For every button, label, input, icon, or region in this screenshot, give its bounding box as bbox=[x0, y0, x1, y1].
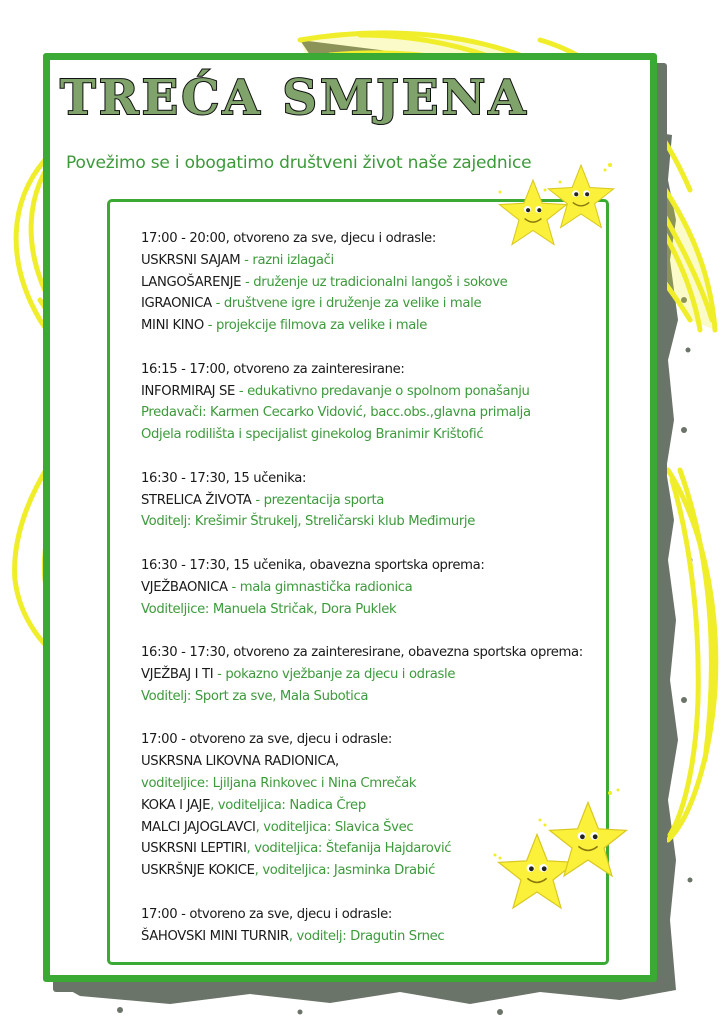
activity-name: INFORMIRAJ SE bbox=[141, 383, 236, 399]
separator: - bbox=[211, 296, 224, 312]
schedule-time: 16:30 - 17:30, 15 učenika: bbox=[141, 470, 307, 486]
activity-name: MALCI JAJOGLAVCI bbox=[141, 819, 256, 835]
schedule-time: 16:30 - 17:30, otvoreno za zainteresirane, obavezna sportska oprema: bbox=[141, 645, 583, 661]
separator: , bbox=[210, 797, 218, 813]
activity-name: ŠAHOVSKI MINI TURNIR bbox=[141, 928, 289, 944]
lecturer-line: Odjela rodilišta i specijalist ginekolog Branimir Krištofić bbox=[141, 427, 484, 443]
separator: , bbox=[246, 841, 255, 857]
schedule-time: 17:00 - 20:00, otvoreno za sve, djecu i odrasle: bbox=[141, 231, 436, 246]
activity-name: MINI KINO bbox=[141, 318, 204, 334]
activity-name: KOKA I JAJE bbox=[141, 797, 211, 813]
leader-line: voditeljice: Ljiljana Rinkovec i Nina Cmrečak bbox=[141, 775, 417, 791]
separator: - bbox=[240, 252, 253, 268]
activity-desc: voditeljica: Nadica Črep bbox=[217, 797, 366, 813]
poster-title: TREĆA SMJENA bbox=[60, 70, 529, 126]
activity-desc: razni izlagači bbox=[252, 252, 334, 268]
separator: - bbox=[251, 492, 264, 508]
activity-name: USKRSNI SAJAM bbox=[141, 252, 241, 268]
activity-name: IGRAONICA bbox=[141, 296, 212, 312]
schedule-time: 17:00 - otvoreno za sve, djecu i odrasle: bbox=[141, 732, 392, 748]
activity-desc: prezentacija sporta bbox=[263, 492, 385, 508]
schedule-time: 17:00 - otvoreno za sve, djecu i odrasle: bbox=[141, 906, 392, 922]
activity-desc: druženje uz tradicionalni langoš i sokove bbox=[253, 274, 508, 290]
activity-name: LANGOŠARENJE bbox=[141, 274, 242, 290]
activity-desc: pokazno vježbanje za djecu i odrasle bbox=[225, 666, 456, 682]
activity-name: VJEŽBAONICA bbox=[141, 579, 228, 595]
activity-name: USKRSNA LIKOVNA RADIONICA, bbox=[141, 754, 339, 770]
leader-line: Voditelj: Krešimir Štrukelj, Streličarski klub Međimurje bbox=[141, 514, 475, 530]
separator: - bbox=[227, 579, 240, 595]
separator: , bbox=[288, 928, 297, 944]
separator: - bbox=[235, 383, 248, 399]
activity-desc: mala gimnastička radionica bbox=[239, 579, 413, 595]
activity-name: USKRŠNJE KOKICE bbox=[141, 863, 255, 879]
activity-name: USKRSNI LEPTIRI bbox=[141, 841, 247, 857]
separator: , bbox=[254, 863, 263, 879]
leader-line: Voditeljice: Manuela Stričak, Dora Puklek bbox=[141, 601, 397, 617]
separator: - bbox=[241, 274, 254, 290]
schedule-time: 16:30 - 17:30, 15 učenika, obavezna sportska oprema: bbox=[141, 557, 485, 573]
separator: , bbox=[255, 819, 264, 835]
activity-desc: voditeljica: Slavica Švec bbox=[263, 819, 414, 835]
separator: - bbox=[213, 666, 226, 682]
activity-desc: projekcije filmova za velike i male bbox=[215, 318, 428, 334]
activity-desc: voditeljica: Štefanija Hajdarović bbox=[254, 841, 452, 857]
activity-desc: društvene igre i druženje za velike i male bbox=[223, 296, 482, 312]
lecturer-line: Predavači: Karmen Cecarko Vidović, bacc.obs.,glavna primalja bbox=[141, 405, 531, 421]
leader-line: Voditelj: Sport za sve, Mala Subotica bbox=[141, 688, 369, 704]
activity-desc: edukativno predavanje o spolnom ponašanju bbox=[247, 383, 530, 399]
activity-name: STRELICA ŽIVOTA bbox=[141, 492, 252, 508]
poster-subtitle: Povežimo se i obogatimo društveni život naše zajednice bbox=[66, 153, 532, 173]
schedule-time: 16:15 - 17:00, otvoreno za zainteresirane: bbox=[141, 361, 405, 377]
activity-desc: voditelj: Dragutin Srnec bbox=[296, 928, 445, 944]
activity-name: VJEŽBAJ I TI bbox=[141, 666, 214, 682]
separator: - bbox=[203, 318, 216, 334]
activity-desc: voditeljica: Jasminka Drabić bbox=[262, 863, 435, 879]
